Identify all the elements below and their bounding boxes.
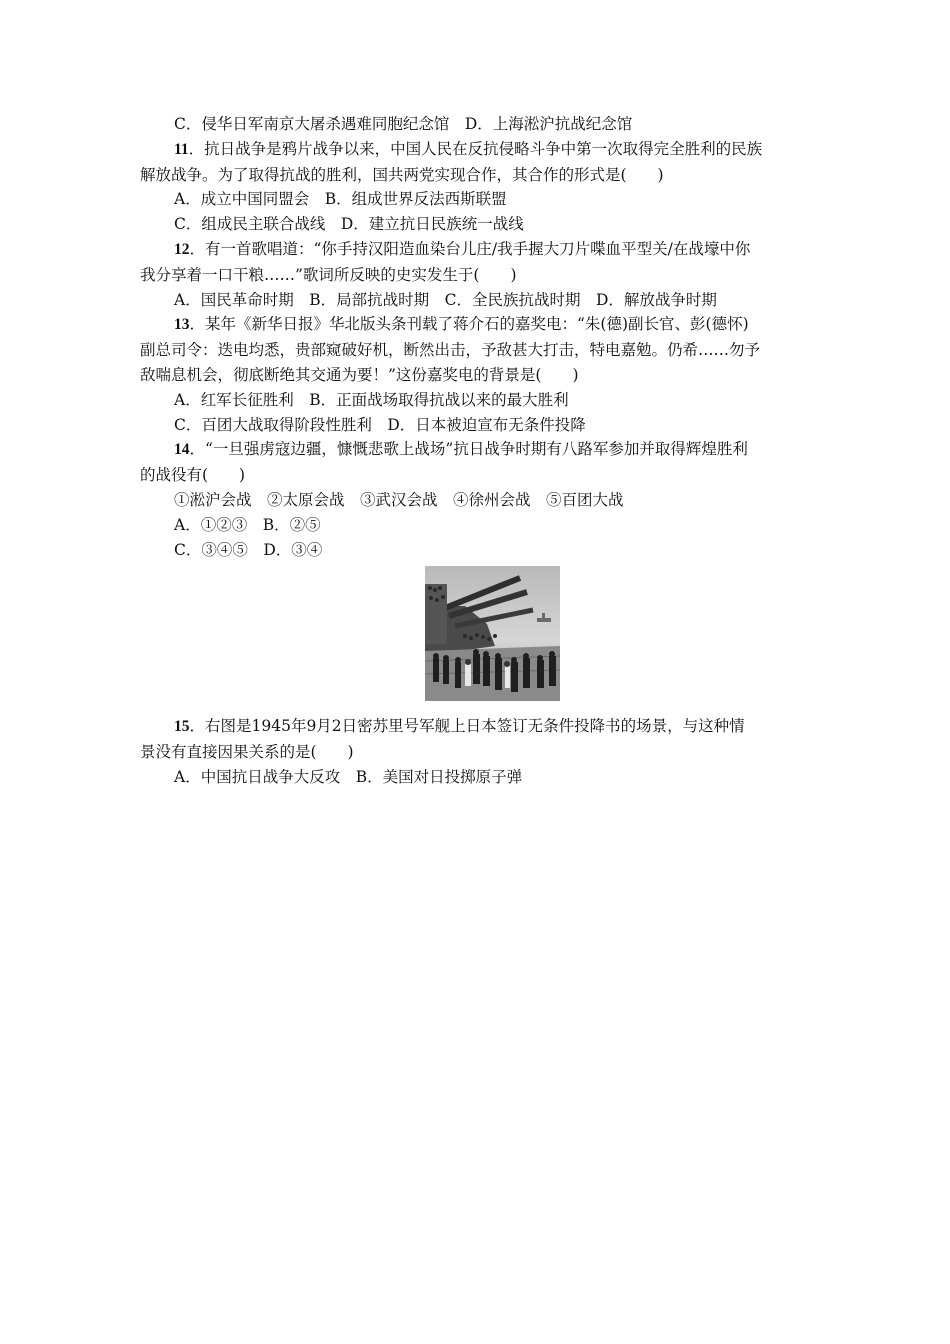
q12-stem-line2: 我分享着一口干粮……”歌词所反映的史实发生于( ) bbox=[140, 265, 517, 284]
q13-options-cd: C．百团大战取得阶段性胜利 D．日本被迫宣布无条件投降 bbox=[174, 415, 586, 434]
q11-stem-line2: 解放战争。为了取得抗战的胜利，国共两党实现合作，其合作的形式是( ) bbox=[140, 165, 664, 184]
q11-stem-text1: ．抗日战争是鸦片战争以来，中国人民在反抗侵略斗争中第一次取得完全胜利的民族 bbox=[188, 139, 763, 158]
q12-number: 12 bbox=[174, 240, 190, 258]
q15-stem-line2: 景没有直接因果关系的是( ) bbox=[140, 743, 354, 762]
q12-options: A．国民革命时期 B．局部抗战时期 C．全民族抗战时期 D．解放战争时期 bbox=[174, 290, 717, 309]
q11-number: 11 bbox=[174, 140, 189, 158]
q15-stem-text1: ．右图是1945年9月2日密苏里号军舰上日本签订无条件投降书的场景，与这种情 bbox=[189, 717, 745, 736]
q13-stem-line3: 敌喘息机会，彻底断绝其交通为要！”这份嘉奖电的背景是( ) bbox=[140, 365, 579, 384]
q14-stem-line1 bbox=[140, 437, 812, 463]
q13-stem-line1 bbox=[140, 312, 812, 338]
q14-options-cd: C．③④⑤ D．③④ bbox=[174, 540, 323, 559]
q12-stem-text1: ．有一首歌唱道：“你手持汉阳造血染台儿庄/我手握大刀片喋血平型关/在战壕中你 bbox=[189, 239, 751, 258]
surrender-ceremony-photo-icon bbox=[425, 566, 560, 701]
q12-stem-line1 bbox=[140, 237, 812, 263]
q13-number: 13 bbox=[174, 316, 190, 334]
q14-options-ab: A．①②③ B．②⑤ bbox=[174, 515, 321, 534]
q11-stem-line1 bbox=[140, 137, 812, 163]
q15-options-ab: A．中国抗日战争大反攻 B．美国对日投掷原子弹 bbox=[174, 767, 523, 786]
q14-stem-text1: ．“一旦强虏寇边疆，慷慨悲歌上战场”抗日战争时期有八路军参加并取得辉煌胜利 bbox=[189, 440, 748, 459]
q14-stem-line2: 的战役有( ) bbox=[140, 466, 246, 485]
q10-options-cd: C．侵华日军南京大屠杀遇难同胞纪念馆 D．上海淞沪抗战纪念馆 bbox=[174, 115, 633, 133]
q15-number: 15 bbox=[174, 718, 190, 736]
q14-number: 14 bbox=[174, 441, 190, 459]
q13-stem-text1: ．某年《新华日报》华北版头条刊载了蒋介石的嘉奖电：“朱(德)副长官、彭(德怀) bbox=[189, 315, 749, 334]
figure-container bbox=[140, 562, 812, 714]
document-page bbox=[140, 112, 812, 790]
q13-stem-line2: 副总司令：迭电均悉，贵部窥破好机，断然出击，予敌甚大打击，特电嘉勉。仍希……勿予 bbox=[140, 341, 761, 360]
q11-options-cd: C．组成民主联合战线 D．建立抗日民族统一战线 bbox=[174, 215, 524, 234]
q15-stem-line1 bbox=[140, 714, 812, 740]
q11-options-ab: A．成立中国同盟会 B．组成世界反法西斯联盟 bbox=[174, 190, 507, 209]
q14-items: ①淞沪会战 ②太原会战 ③武汉会战 ④徐州会战 ⑤百团大战 bbox=[174, 490, 624, 509]
q13-options-ab: A．红军长征胜利 B．正面战场取得抗战以来的最大胜利 bbox=[174, 390, 569, 409]
